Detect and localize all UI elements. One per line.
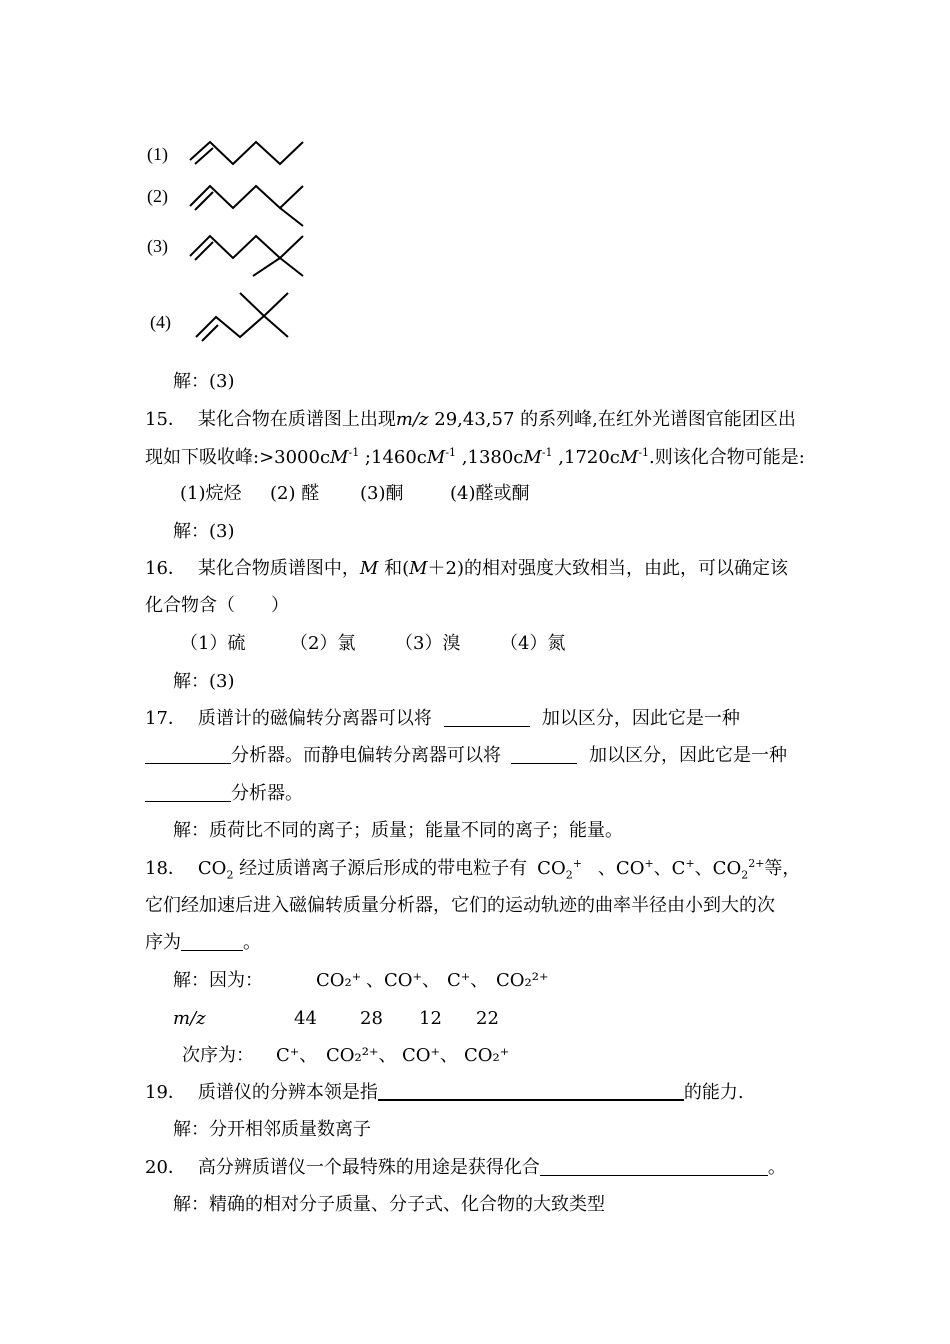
- q15-number: 15．: [145, 409, 186, 430]
- q19-line: [145, 1081, 744, 1105]
- q16-answer: 解：(3): [173, 671, 235, 692]
- q16-text-c: ＋2)的相对强度大致相当，由此，可以确定该: [427, 558, 789, 579]
- q16-text-b: 和(: [378, 558, 410, 579]
- q18-order-label: 次序为：: [182, 1045, 254, 1066]
- q15-answer: 解：(3): [173, 521, 235, 542]
- q18-co: CO: [537, 858, 566, 879]
- q18-answer-ion-4: CO₂²⁺: [496, 970, 549, 991]
- q18-order-4: CO₂⁺: [464, 1045, 510, 1066]
- q17-line-2: [145, 744, 787, 768]
- q18-sup: +: [644, 857, 654, 870]
- q15-text-a: 某化合物在质谱图上出现: [197, 409, 396, 430]
- q19-blank[interactable]: [378, 1081, 684, 1101]
- q15-line-1: [145, 408, 796, 432]
- q18-sub: 2: [565, 868, 573, 882]
- q18-text-d: 、CO: [694, 858, 742, 879]
- q17-line-3: [145, 782, 303, 806]
- q18-answer-prefix: 解：因为：: [173, 970, 263, 991]
- q18-line-1: [145, 857, 800, 881]
- q17-text-e: 分析器。: [231, 783, 303, 804]
- q17-text-b: 加以区分，因此它是一种: [541, 708, 740, 729]
- structure-label-2: (2): [147, 186, 168, 206]
- q18-text-c: 、C: [653, 858, 686, 879]
- q20-answer: 解：精确的相对分子质量、分子式、化合物的大致类型: [173, 1194, 605, 1215]
- q17-line-1: [145, 707, 740, 731]
- q19-text-a: 质谱仪的分辨本领是指: [197, 1082, 378, 1103]
- q17-number: 17．: [145, 708, 186, 729]
- q16-m: M: [359, 558, 379, 579]
- q15-mz: m/z: [395, 409, 429, 430]
- q15-text-b: 29,43,57 的系列峰,在红外光谱图官能团区出: [428, 409, 796, 430]
- q17-blank-3[interactable]: [511, 745, 577, 764]
- q20-number: 20．: [145, 1157, 186, 1178]
- q15-sup: -1: [348, 446, 360, 459]
- q18-sup: 2+: [748, 857, 765, 870]
- structure-label-4: (4): [150, 312, 171, 332]
- q15-unit-m: M: [619, 447, 639, 468]
- q20-blank[interactable]: [540, 1157, 768, 1176]
- q18-order-2: CO₂²⁺、: [326, 1045, 397, 1066]
- q15-sup: -1: [638, 446, 650, 459]
- q16-text-a: 某化合物质谱图中，: [197, 558, 360, 579]
- structure-label-1: (1): [147, 144, 168, 164]
- q18-text-g: 。: [243, 932, 261, 953]
- q15-sup: -1: [445, 446, 457, 459]
- q18-blank[interactable]: [181, 932, 243, 951]
- q20-text-a: 高分辨质谱仪一个最特殊的用途是获得化合: [197, 1157, 540, 1178]
- q20-text-b: 。: [767, 1157, 786, 1178]
- q15-ir-3: ,1380c: [456, 447, 524, 468]
- q16-line-2: 化合物含（ ）: [145, 595, 289, 616]
- q18-text-e: 等，: [764, 858, 801, 879]
- q15-option-2: (2) 醛: [270, 483, 320, 504]
- q16-option-1: （1）硫: [180, 633, 246, 654]
- q18-line-3: [145, 931, 261, 955]
- q18-mz-value-3: 12: [419, 1008, 442, 1029]
- q16-option-2: （2）氯: [290, 633, 356, 654]
- q18-answer-ion-1: CO₂⁺: [316, 970, 362, 991]
- q18-sup: +: [572, 857, 582, 870]
- q15-ir-5: .则该化合物可能是:: [649, 447, 805, 468]
- q15-unit-m: M: [330, 447, 349, 468]
- q14-answer: 解：(3): [173, 371, 235, 392]
- q15-ir-2: ;1460c: [359, 447, 427, 468]
- q18-order-3: CO⁺、: [402, 1045, 459, 1066]
- q18-sub: 2: [741, 868, 749, 882]
- q17-text-d: 加以区分，因此它是一种: [589, 745, 787, 766]
- q18-line-2: 它们经加速后进入磁偏转质量分析器，它们的运动轨迹的曲率半径由小到大的次: [145, 895, 775, 916]
- q17-blank-4[interactable]: [145, 783, 231, 802]
- q18-number: 18．: [145, 858, 186, 879]
- q19-text-b: 的能力.: [683, 1082, 744, 1103]
- q15-ir-1: 现如下吸收峰:>3000c: [145, 447, 331, 468]
- q18-text-a: 经过质谱离子源后形成的带电粒子有: [233, 858, 528, 879]
- q16-line-1: [145, 557, 788, 581]
- q16-number: 16．: [145, 558, 186, 579]
- q16-option-4: （4）氮: [500, 633, 566, 654]
- q15-option-1: (1)烷烃: [180, 483, 242, 504]
- q15-ir-4: ,1720c: [552, 447, 620, 468]
- structure-4-skeletal-formula: [0, 0, 950, 400]
- q20-line: [145, 1156, 786, 1180]
- q15-unit-m: M: [426, 447, 446, 468]
- q18-text-b: 、CO: [597, 858, 645, 879]
- q15-unit-m: M: [523, 447, 542, 468]
- q18-mz-value-4: 22: [476, 1008, 499, 1029]
- q19-answer: 解：分开相邻质量数离子: [173, 1119, 371, 1140]
- q17-blank-2[interactable]: [145, 745, 231, 764]
- q18-answer-ion-2: 、CO⁺、: [366, 970, 441, 991]
- q18-mz-label: m/z: [173, 1008, 206, 1029]
- q18-mz-value-1: 44: [294, 1008, 317, 1029]
- structure-label-3: (3): [147, 236, 168, 256]
- q15-sup: -1: [541, 446, 553, 459]
- q15-option-3: (3)酮: [360, 483, 404, 504]
- q18-mz-value-2: 28: [360, 1008, 383, 1029]
- q18-sub: 2: [226, 868, 234, 882]
- q18-sup: +: [685, 857, 695, 870]
- q16-option-3: （3）溴: [395, 633, 461, 654]
- q18-answer-ion-3: C⁺、: [447, 970, 489, 991]
- q16-m: M: [409, 558, 428, 579]
- q15-line-2: [145, 446, 805, 470]
- q17-blank-1[interactable]: [444, 708, 530, 727]
- q17-answer: 解：质荷比不同的离子；质量；能量不同的离子；能量。: [173, 820, 623, 841]
- q18-order-1: C⁺、: [276, 1045, 318, 1066]
- q18-co: CO: [197, 858, 227, 879]
- q19-number: 19．: [145, 1082, 186, 1103]
- q15-option-4: (4)醛或酮: [450, 483, 530, 504]
- q17-text-c: 分析器。而静电偏转分离器可以将: [231, 745, 501, 766]
- q17-text-a: 质谱计的磁偏转分离器可以将: [197, 708, 432, 729]
- q18-text-f: 序为: [145, 932, 181, 953]
